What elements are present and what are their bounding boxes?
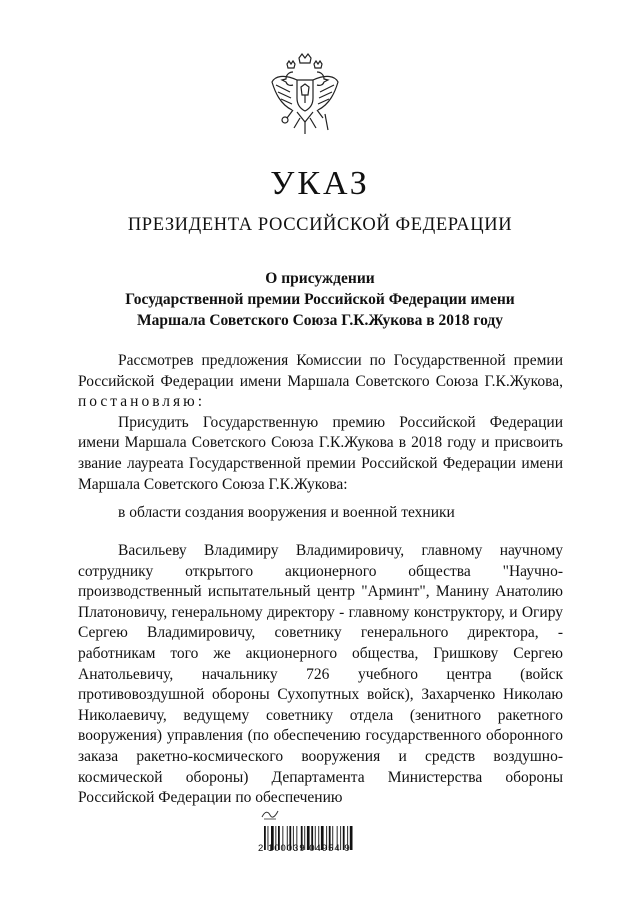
decree-subtitle: ПРЕЗИДЕНТА РОССИЙСКОЙ ФЕДЕРАЦИИ <box>127 215 513 235</box>
barcode-number: 2 100039 04954 9 <box>258 843 351 854</box>
decree-heading <box>60 268 580 331</box>
preamble-block <box>78 351 563 495</box>
heading-line-3: Маршала Советского Союза Г.К.Жукова в 2018 году <box>137 312 503 329</box>
stamp-mark-icon <box>260 808 280 820</box>
laureates-block <box>78 541 563 809</box>
decree-title: УКАЗ <box>270 165 370 202</box>
preamble-text: Рассмотрев предложения Комиссии по Государственной премии Российской Федерации имени Маршала Советского Союза Г.К.Жукова, <box>78 352 563 390</box>
decree-verb: постановляю <box>78 393 198 411</box>
preamble-paragraph <box>78 351 563 413</box>
coat-of-arms-icon <box>270 52 340 138</box>
heading-line-2: Государственной премии Российской Федерации имени <box>125 291 515 308</box>
category-block <box>78 503 563 524</box>
award-category: в области создания вооружения и военной техники <box>118 504 455 521</box>
preamble-suffix: : <box>197 393 203 411</box>
award-paragraph: Присудить Государственную премию Российской Федерации имени Маршала Советского Союза Г.К.Жукова в 2018 году и присвоить звание лауреата Государственной премии Российской Федерации имени Маршала Советского Союза Г.К.Жукова: <box>78 413 563 493</box>
laureates-paragraph: Васильеву Владимиру Владимировичу, главному научному сотруднику открытого акционерного общества "Научно-производственный испытательный центр "Арминт", Манину Анатолию Платоновичу, генеральному директору - главному конструктору, и Огиру Сергею Владимировичу, советнику генерального директора, - работникам того же акционерного общества, Гришкову Сергею Анатольевичу, начальнику 726 учебного центра (войск противовоздушной обороны Сухопутных войск), Захарченко Николаю Николаевичу, ведущему советнику отдела (зенитного ракетного вооружения) управления (по обеспечению государственного оборонного заказа ракетно-космического вооружения и средств воздушно-космической обороны) Департамента Министерства обороны Российской Федерации по обеспечению <box>78 542 563 807</box>
heading-line-1: О присуждении <box>265 270 375 287</box>
